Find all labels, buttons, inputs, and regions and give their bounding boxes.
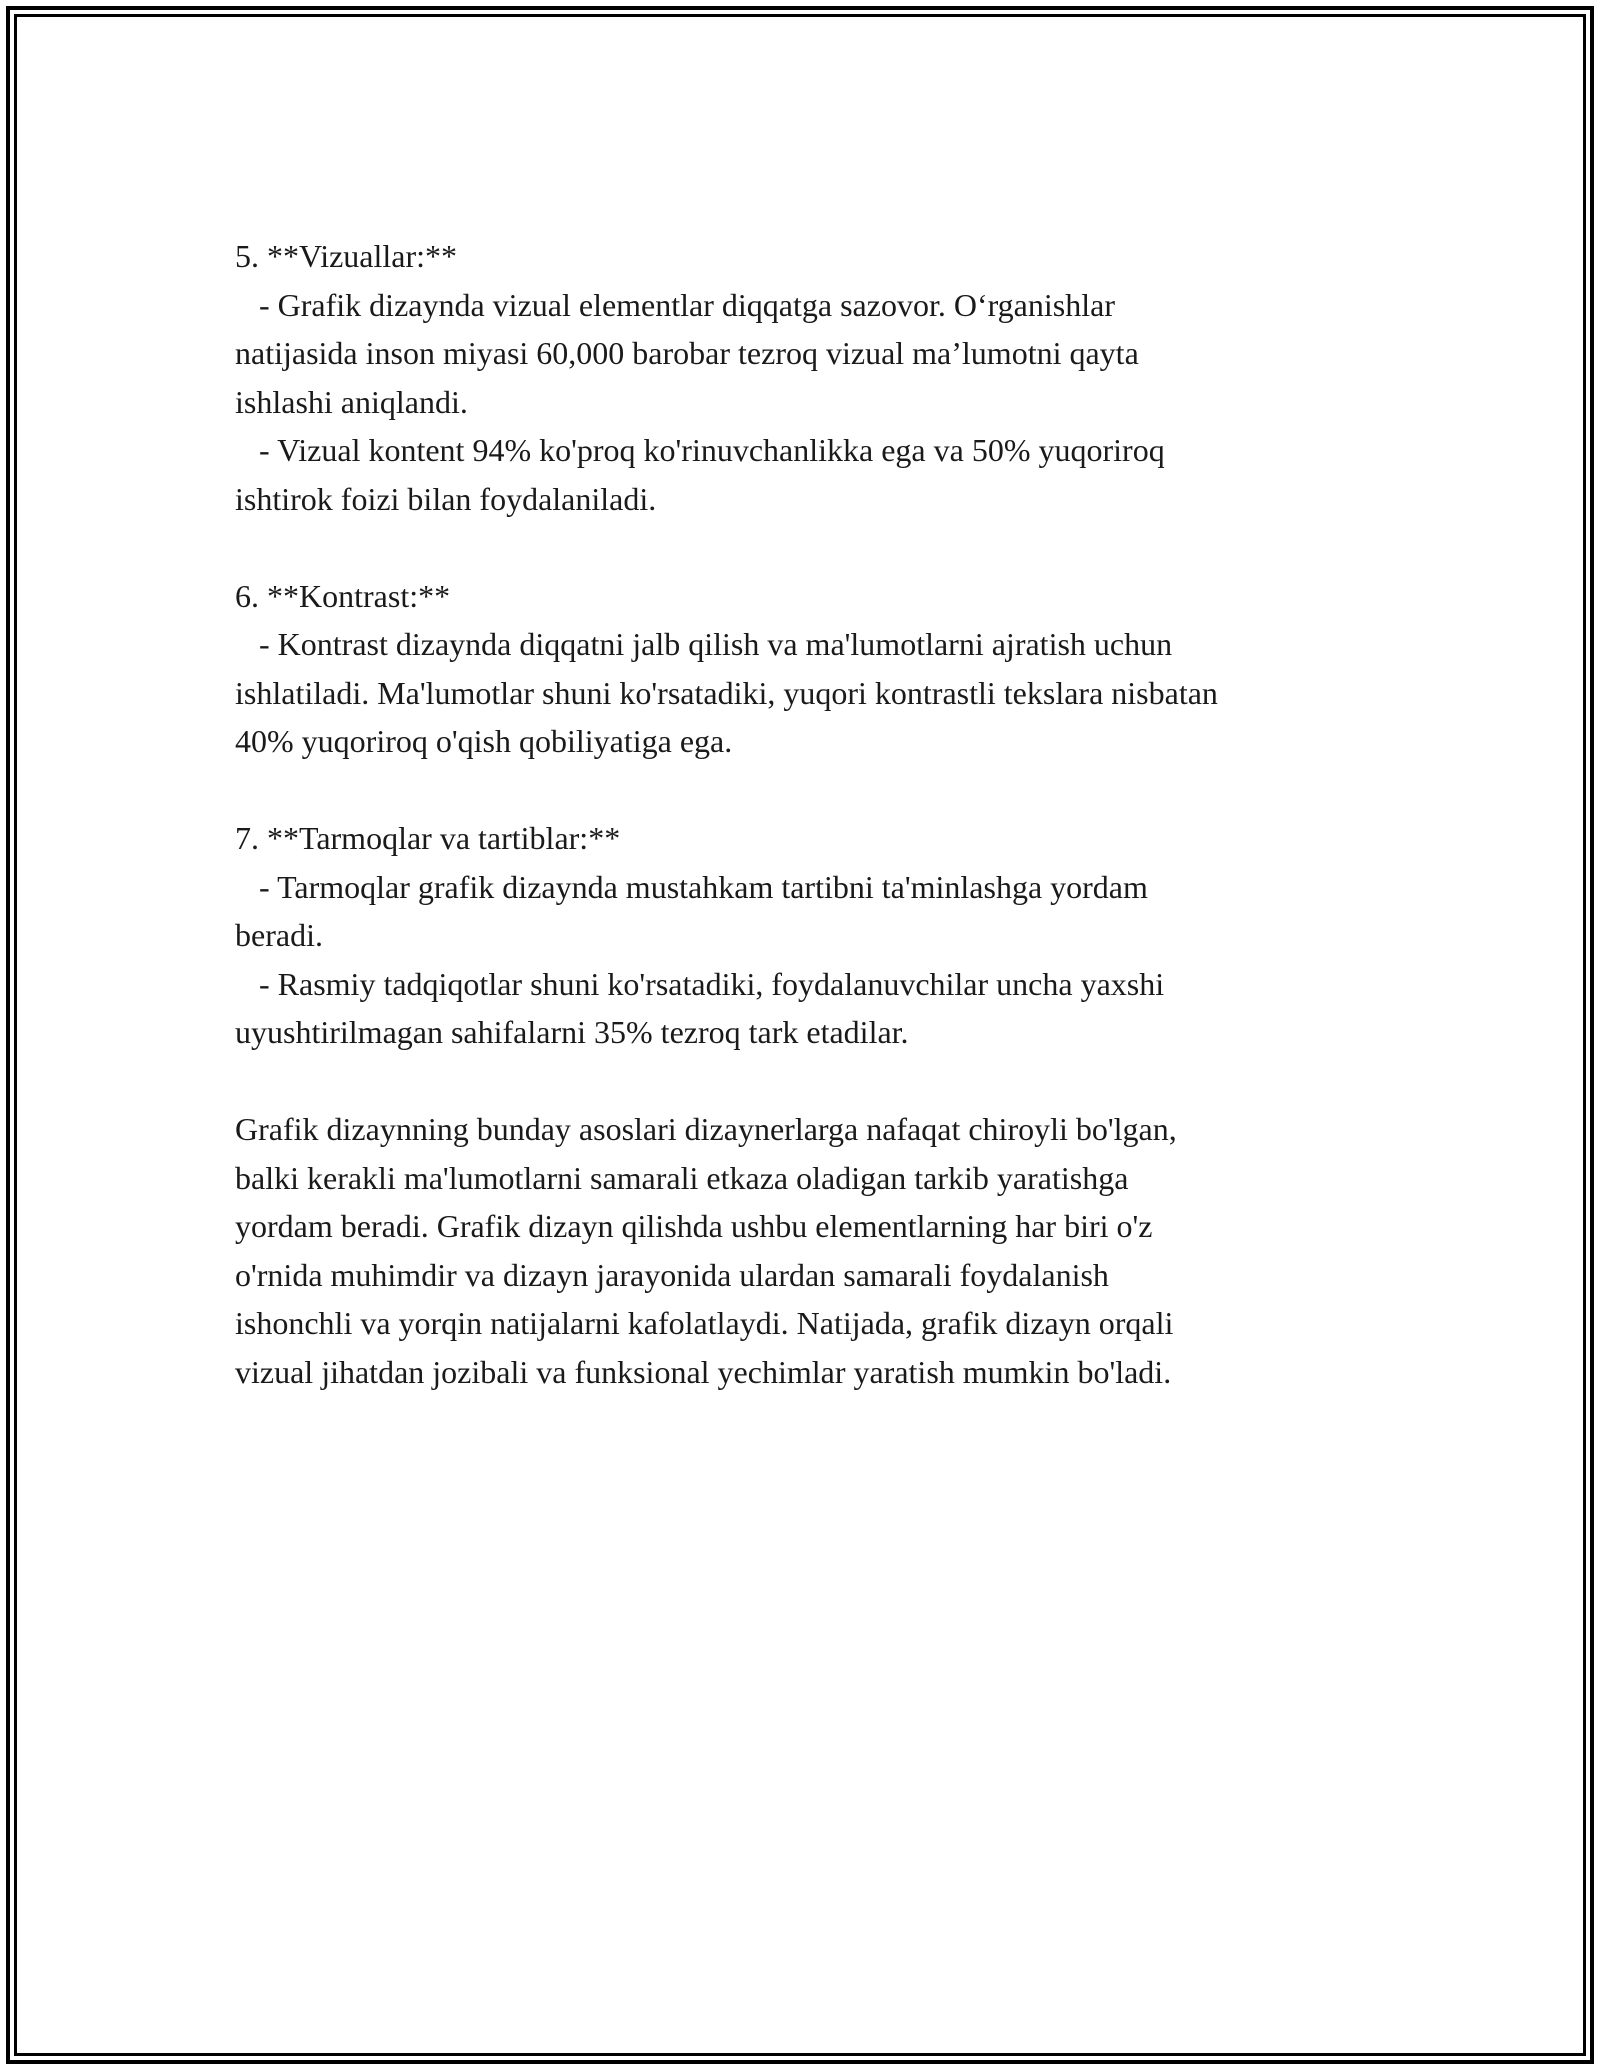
paragraph-line: - Vizual kontent 94% ko'proq ko'rinuvchanlikka ega va 50% yuqoriroq <box>235 432 1165 468</box>
paragraph-line: natijasida inson miyasi 60,000 barobar tezroq vizual ma’lumotni qayta <box>235 335 1139 371</box>
paragraph-line: - Grafik dizaynda vizual elementlar diqqatga sazovor. O‘rganishlar <box>235 286 1115 323</box>
section-heading: 6. **Kontrast:** <box>235 577 451 614</box>
blank-line <box>235 1057 1415 1106</box>
section-tarmoqlar <box>235 814 1415 1057</box>
paragraph-line: ishlatiladi. Ma'lumotlar shuni ko'rsatadiki, yuqori kontrastli tekslara nisbatan <box>235 674 1218 711</box>
paragraph-line: 40% yuqoriroq o'qish qobiliyatiga ega. <box>235 723 733 759</box>
paragraph-line: yordam beradi. Grafik dizayn qilishda ushbu elementlarning har biri o'z <box>235 1208 1153 1244</box>
paragraph-line: beradi. <box>235 917 323 953</box>
paragraph-line: - Rasmiy tadqiqotlar shuni ko'rsatadiki, foydalanuvchilar uncha yaxshi <box>235 965 1165 1002</box>
section-heading: 7. **Tarmoqlar va tartiblar:** <box>235 820 621 856</box>
paragraph-line: - Kontrast dizaynda diqqatni jalb qilish va ma'lumotlarni ajratish uchun <box>235 626 1173 662</box>
document-body <box>235 232 1415 1396</box>
blank-line <box>235 766 1415 815</box>
paragraph-line: ishtirok foizi bilan foydalaniladi. <box>235 480 657 517</box>
blank-line <box>235 523 1415 572</box>
paragraph-line: ishonchli va yorqin natijalarni kafolatlaydi. Natijada, grafik dizayn orqali <box>235 1305 1174 1341</box>
section-kontrast <box>235 572 1415 766</box>
paragraph-line: o'rnida muhimdir va dizayn jarayonida ulardan samarali foydalanish <box>235 1256 1109 1293</box>
conclusion-paragraph <box>235 1105 1415 1396</box>
paragraph-line: vizual jihatdan jozibali va funksional yechimlar yaratish mumkin bo'ladi. <box>235 1353 1172 1390</box>
paragraph-line: ishlashi aniqlandi. <box>235 383 468 420</box>
section-vizuallar <box>235 232 1415 523</box>
paragraph-line: uyushtirilmagan sahifalarni 35% tezroq tark etadilar. <box>235 1014 909 1050</box>
section-heading: 5. **Vizuallar:** <box>235 238 458 274</box>
paragraph-line: Grafik dizaynning bunday asoslari dizaynerlarga nafaqat chiroyli bo'lgan, <box>235 1111 1177 1147</box>
paragraph-line: balki kerakli ma'lumotlarni samarali etkaza oladigan tarkib yaratishga <box>235 1159 1129 1196</box>
paragraph-line: - Tarmoqlar grafik dizaynda mustahkam tartibni ta'minlashga yordam <box>235 868 1148 905</box>
